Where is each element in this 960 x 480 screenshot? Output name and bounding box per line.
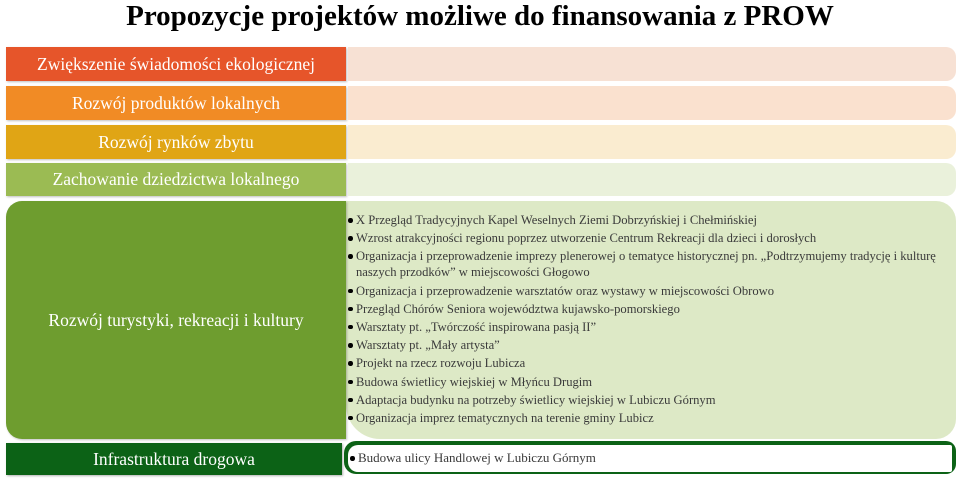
turystyka-project-list xyxy=(347,212,953,428)
list-item: X Przegląd Tradycyjnych Kapel Weselnych Ziemi Dobrzyńskiej i Chełmińskiej xyxy=(347,212,953,228)
category-infrastruktura-drogowa xyxy=(6,443,342,475)
category-label: Rozwój produktów lokalnych xyxy=(71,92,281,113)
category-label: Rozwój rynków zbytu xyxy=(98,131,254,152)
page-title: Propozycje projektów możliwe do finansowania z PROW xyxy=(126,0,834,32)
category-turystyka-rekreacja-kultura xyxy=(6,201,346,439)
list-item: Adaptacja budynku na potrzeby świetlicy wiejskiej w Lubiczu Górnym xyxy=(347,392,953,408)
list-item: Projekt na rzecz rozwoju Lubicza xyxy=(347,355,953,371)
category-swiadomosc-ekologiczna xyxy=(6,47,346,81)
category-swiadomosc-panel xyxy=(348,47,956,81)
category-rynki-panel xyxy=(348,125,956,159)
list-item: Warsztaty pt. „Mały artysta” xyxy=(347,337,953,353)
category-rynki-zbytu xyxy=(6,125,346,159)
category-produkty-lokalne xyxy=(6,86,346,120)
list-item: Organizacja imprez tematycznych na terenie gminy Lubicz xyxy=(347,410,953,426)
list-item: Organizacja i przeprowadzenie imprezy plenerowej o tematyce historycznej pn. „Podtrzymujemy tradycję i kulturę naszych przodków” w miejscowości Głogowo xyxy=(347,248,953,280)
category-label: Rozwój turystyki, rekreacji i kultury xyxy=(48,309,304,330)
list-item: Warsztaty pt. „Twórczość inspirowana pasją II” xyxy=(347,319,953,335)
category-label: Infrastruktura drogowa xyxy=(93,448,255,469)
list-item: Wzrost atrakcyjności regionu poprzez utworzenie Centrum Rekreacji dla dzieci i dorosłych xyxy=(347,230,953,246)
category-dziedzictwo-lokalne xyxy=(6,163,346,196)
list-item: Przegląd Chórów Seniora województwa kujawsko-pomorskiego xyxy=(347,301,953,317)
category-dziedzictwo-panel xyxy=(348,163,956,196)
list-item: Organizacja i przeprowadzenie warsztatów oraz wystawy w miejscowości Obrowo xyxy=(347,283,953,299)
list-item: Budowa świetlicy wiejskiej w Młyńcu Drugim xyxy=(347,374,953,390)
category-label: Zachowanie dziedzictwa lokalnego xyxy=(52,169,300,189)
list-item: Budowa ulicy Handlowej w Lubiczu Górnym xyxy=(349,450,596,466)
category-label: Zwiększenie świadomości ekologicznej xyxy=(37,53,315,74)
category-produkty-panel xyxy=(348,86,956,120)
